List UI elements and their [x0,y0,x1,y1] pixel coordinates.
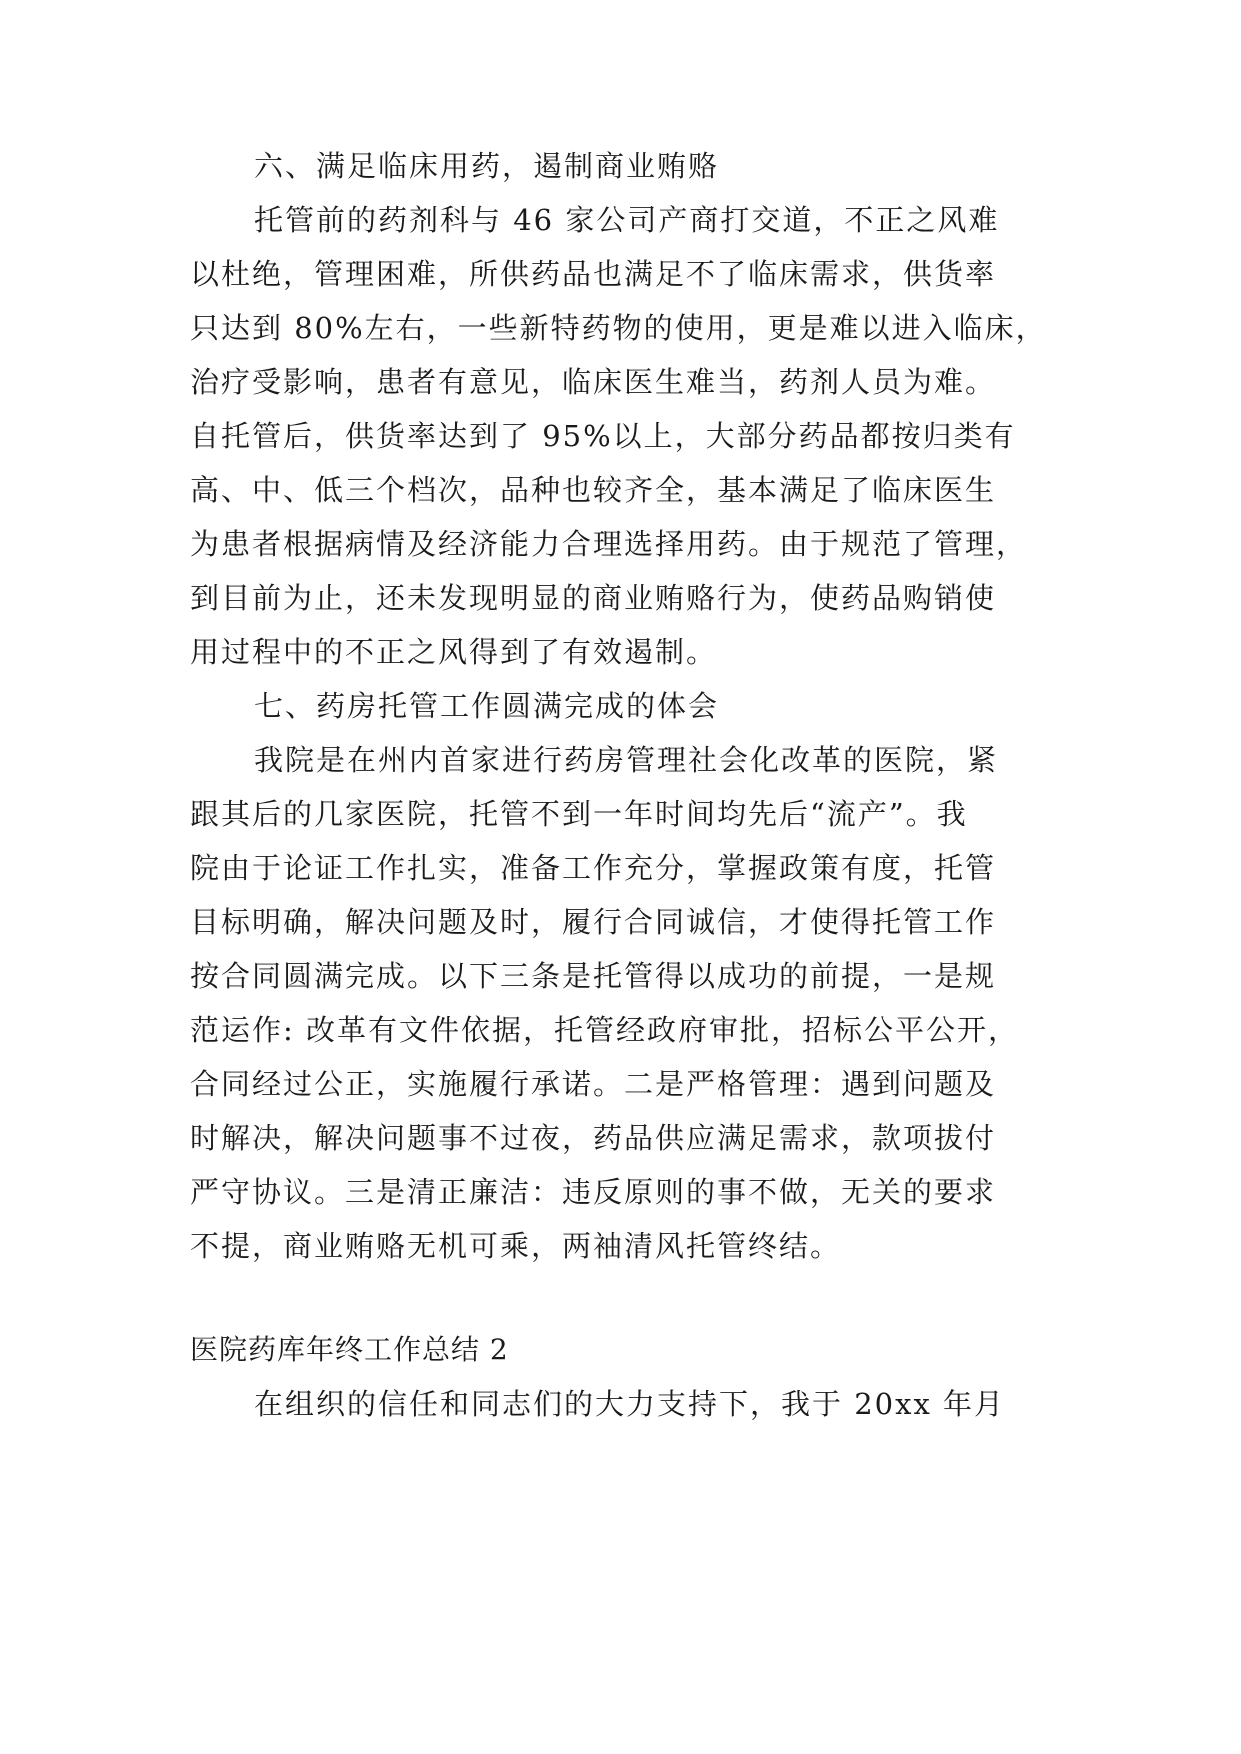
section-heading: 七、药房托管工作圆满完成的体会 [254,689,720,723]
paragraph-line: 目标明确，解决问题及时，履行合同诚信，才使得托管工作 [190,905,997,939]
paragraph-line: 为患者根据病情及经济能力合理选择用药。由于规范了管理， [190,527,1028,561]
paragraph-line: 严守协议。三是清正廉洁：违反原则的事不做，无关的要求 [190,1175,997,1209]
paragraph-line: 治疗受影响，患者有意见，临床医生难当，药剂人员为难。 [190,365,997,399]
paragraph-line: 合同经过公正，实施履行承诺。二是严格管理：遇到问题及 [190,1067,997,1101]
paragraph-line: 跟其后的几家医院，托管不到一年时间均先后“流产”。我 [190,797,968,831]
paragraph-line: 在组织的信任和同志们的大力支持下，我于 20xx 年月 [254,1387,1006,1421]
paragraph-line: 托管前的药剂科与 46 家公司产商打交道，不正之风难 [254,203,1000,237]
paragraph-line: 范运作: 改革有文件依据，托管经政府审批，招标公平公开， [190,1013,1019,1047]
paragraph-line: 到目前为止，还未发现明显的商业贿赂行为，使药品购销使 [190,581,997,615]
paragraph-line: 以杜绝，管理困难，所供药品也满足不了临床需求，供货率 [190,257,997,291]
paragraph-line: 按合同圆满完成。以下三条是托管得以成功的前提，一是规 [190,959,997,993]
paragraph-line: 我院是在州内首家进行药房管理社会化改革的医院，紧 [254,743,999,777]
paragraph-line: 自托管后，供货率达到了 95%以上，大部分药品都按归类有 [190,419,1016,453]
paragraph-line: 高、中、低三个档次，品种也较齐全，基本满足了临床医生 [190,473,997,507]
section-heading: 六、满足临床用药，遏制商业贿赂 [254,149,720,183]
article-title: 医院药库年终工作总结 2 [190,1333,509,1366]
paragraph-line: 不提，商业贿赂无机可乘，两袖清风托管终结。 [190,1229,842,1263]
paragraph-line: 用过程中的不正之风得到了有效遏制。 [190,635,718,669]
paragraph-line: 只达到 80%左右，一些新特药物的使用，更是难以进入临床， [190,311,1047,345]
paragraph-line: 时解决，解决问题事不过夜，药品供应满足需求，款项拔付 [190,1121,997,1155]
paragraph-line: 院由于论证工作扎实，准备工作充分，掌握政策有度，托管 [190,851,997,885]
